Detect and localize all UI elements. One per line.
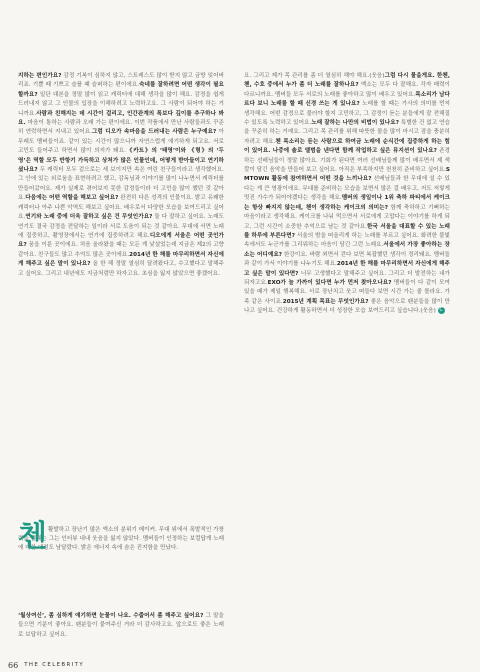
answer-text: 좋은 음악으로 팬분들을 많이 만나고 싶어요. 건강하게 활동하면서 더 성장한 모습 보여드리고 싶습니다.(웃음) bbox=[244, 298, 450, 315]
answer-text: 멤버들이 다 같이 모여 있을 때가 제일 행복해요. 서로 장난치고 웃고 떠들다 보면 시간 가는 줄 몰라요. 가족 같은 사이죠. bbox=[244, 279, 450, 305]
answer-text: 둘 다 잘하고 싶어요. 노래도 연기도 결국 감정을 전달하는 일이라 서로 도움이 되는 것 같아요. 무대에 서면 노래에 집중하고, 촬영장에서는 연기에 집중하려고 해요. bbox=[18, 214, 224, 239]
answer-text: 감정 기복이 심하지 않고, 스트레스도 많이 받지 않고 금방 잊어버리죠. 기쁠 때 기쁘고 슬플 때 슬퍼하는 편이에요. bbox=[18, 73, 225, 89]
question-text: 그럼 다시 물을게요. 한첸, 첸, 수호 중에서 누가 좀 더 노래를 잘하나요? bbox=[244, 73, 450, 89]
answer-text: 엑소는 모두 다 잘해요. 각자 매력이 다르니까요. 멤버들 모두 서로의 노래를 좋아하고 많이 배우고 있어요. bbox=[244, 82, 450, 98]
answer-text: 두 캐릭터 모두 겉으로는 세 보이지만 속은 여린 친구들이라고 생각했어요. 그 안에 있는 외로움을 표현하려고 했고, 감독님과 이야기를 많이 나누면서 캐릭터를 만들어갔어요. 제가 실제로 겪어보지 못한 감정들이라 더 고민을 많이 했던 것 같아요. bbox=[18, 167, 224, 202]
question-text: 지하는 편인가요? bbox=[18, 73, 62, 79]
answer-text: 존경하는 선배님들이 정말 많아요. 기회가 된다면 여러 선배님들께 많이 배우면서 제 색깔이 담긴 음악을 만들어 보고 싶어요. 아직은 부족하지만 천천히 준비하고 싶어요. bbox=[244, 148, 450, 174]
question-text: 2015년 계획 목표는 무엇인가요? bbox=[282, 298, 369, 305]
answer-text: 일단 대본을 정말 많이 읽고 캐릭터에 대해 생각을 많이 해요. 감정을 쉽게 드러내지 않고 그 인물의 입장을 이해하려고 노력하고요. 그 사람이 되어야 하는 거니까요. bbox=[18, 91, 224, 117]
answer-text: 마음이 통하는 사람과 오래 가는 편이에요. 이번 작품에서 만난 사람들과도 꾸준히 연락하면서 지내고 있어요. bbox=[18, 120, 224, 136]
question-text: 2014년 한 해를 마무리하면서 자신에게 해주고 싶은 말이 있나요? bbox=[18, 251, 224, 268]
question-text: 디오에게 서울은 어떤 곳인가요? bbox=[18, 232, 224, 249]
question-text: 연기와 노래 중에 더욱 잘하고 싶은 건 무엇인가요? bbox=[25, 214, 153, 221]
answer-text: 올 한 해 정말 열심히 달려왔다고, 수고했다고 말해주고 싶어요. 그리고 내년에도 지금처럼만 하자고요. 초심을 잃지 않았으면 좋겠어요. bbox=[18, 261, 224, 277]
question-text: 첸 목소리는 듣는 사람으로 하여금 노래에 순식간에 집중하게 하는 힘이 있어요. 나중에 솔로 앨범을 낸다면 함께 작업하고 싶은 뮤지션이 있나요? bbox=[244, 138, 450, 155]
question-text: 그럼 디오가 속마음을 드러내는 사람은 누구예요? bbox=[91, 129, 217, 136]
answer-text: 한강이요. 바람 쐬면서 걷다 보면 복잡했던 생각이 정리돼요. 멤버들과 같이 가서 이야기를 나누기도 해요. bbox=[244, 251, 450, 268]
question-text: 사람과 친해지는 데 시간이 걸리고, 인간관계의 폭보다 깊이를 추구하나 봐요. bbox=[18, 110, 224, 127]
left-bottom-text bbox=[18, 612, 224, 640]
answer-text: 특별한 건 없고 연습을 꾸준히 하는 거예요. 그리고 목 관리를 위해 따뜻한 물을 많이 마시고 잠을 충분히 자려고 해요. bbox=[244, 120, 450, 145]
dropcap-letter: 첸 bbox=[18, 519, 47, 554]
answer-text: 선배님들과 한 무대에 설 수 있다는 게 큰 영광이에요. 무대를 준비하는 모습을 보면서 많은 걸 배우고, 저도 저렇게 멋진 가수가 되어야겠다는 생각을 해요. bbox=[244, 176, 450, 202]
question-text: 다음에는 어떤 역할을 해보고 싶어요? bbox=[25, 195, 119, 202]
question-text: 2014년 한 해를 마무리하면서 자신에게 해주고 싶은 말이 있다면? bbox=[244, 261, 450, 277]
question-text: 서울에서 가장 좋아하는 장소는 어디예요? bbox=[244, 242, 450, 258]
answer-text: 함께 축하하고 기뻐하는 마음이라고 생각해요. 케이크를 나눠 먹으면서 서로에게 고맙다는 이야기를 하게 되고, 그런 시간이 소중한 추억으로 남는 것 같아요. bbox=[244, 204, 450, 230]
intro-text: 활발하고 장난기 많은 엑소의 분위기 메이커. 무대 위에서 폭발적인 가창력을 뽐내는 그는 인터뷰 내내 웃음을 잃지 않았다. 멤버들이 인정하는 보컬답게 노래에 대한 애정도 남달랐다. 밝은 에너지 속에 숨은 진지함을 만났다. bbox=[18, 526, 224, 552]
answer-text: 노래를 할 때는 가사의 의미를 먼저 생각해요. 어떤 감정으로 불러야 할지 고민하고, 그 감정이 듣는 분들에게 잘 전해질 수 있도록 노력하고 있어요. bbox=[244, 101, 450, 127]
answer-text: 완전히 다른 성격의 인물이요. 밝고 유쾌한 캐릭터나 아주 나쁜 악역도 해보고 싶어요. 배우로서 다양한 모습을 보여드리고 싶어요. bbox=[18, 195, 225, 221]
end-mark-icon: C bbox=[439, 307, 443, 314]
left-column-text bbox=[18, 72, 224, 279]
answer-text: 요. 그리고 제가 목 관리를 좀 더 열심히 해야 해요.(웃음) bbox=[244, 73, 385, 79]
question-text: ‘월상여신’, 좀 심하게 얘기하면 눈물이 나요. 수줍어서 좀 해주고 싶어요? bbox=[18, 613, 204, 619]
question-text: SMTOWN 활동에 참여하면서 어떤 것을 느끼나요? bbox=[244, 167, 450, 183]
right-column bbox=[244, 72, 450, 317]
left-bottom-section bbox=[18, 612, 224, 640]
right-column-text bbox=[244, 72, 450, 317]
answer-text: 서울의 밤을 떠올리게 하는 노래를 부르고 싶어요. 화려한 불빛 속에서도 누군가를 그리워하는 마음이 담긴 그런 노래요. bbox=[244, 232, 451, 249]
answer-text: 꿈을 이룬 곳이에요. 처음 올라왔을 때는 모든 게 낯설었는데 지금은 제2의 고향 같아요. 친구들도 많고 추억도 많은 곳이에요. bbox=[18, 242, 224, 258]
question-text: 멤버의 생일이나 1위 축하 파티에서 케이크는 항상 빠지지 않는데, 첸이 생각하는 케이크의 의미는? bbox=[244, 195, 450, 211]
answer-text: 너무 고생했다고 말해주고 싶어요. 그리고 더 발전하는 내가 되자고요. bbox=[244, 270, 450, 286]
question-text: EXO가 늘 가까이 있다면 누가 먼저 찾아오나요? bbox=[267, 279, 392, 286]
left-column bbox=[18, 72, 224, 279]
question-text: 《카트》의 ‘태영’이와 《형》의 ‘두영’은 역할 모두 반항기 가득하고 상처가 많은 인물인데, 어떻게 받아들이고 연기하셨나요? bbox=[18, 148, 224, 174]
page-number: 66 bbox=[8, 660, 19, 670]
page-footer bbox=[8, 660, 84, 670]
magazine-name: THE CELEBRITY bbox=[24, 662, 85, 668]
answer-text: 아무래도 멤버들이죠. 같이 있는 시간이 많으니까 자연스럽게 얘기하게 되고요. 서로 고민도 들어주고 하면서 많이 의지가 돼요. bbox=[18, 129, 224, 155]
answer-text: 그 말을 들으면 기분이 좋아요. 팬분들이 붙여주신 거라 더 감사하고요. 앞으로도 좋은 노래로 보답하고 싶어요. bbox=[18, 613, 224, 638]
intro-section bbox=[18, 520, 224, 559]
question-text: 한국 서울을 대표할 수 있는 노래를 하루에 부른다면? bbox=[244, 223, 450, 239]
question-text: 노래 잘하는 나만의 비법이 있나요? bbox=[311, 120, 399, 127]
question-text: 숙네를 잘하려면 어떤 생각이 필요할까요? bbox=[18, 82, 224, 98]
question-text: 목소리가 남다르다 보니 노래를 할 때 신경 쓰는 게 있나요? bbox=[244, 91, 450, 108]
